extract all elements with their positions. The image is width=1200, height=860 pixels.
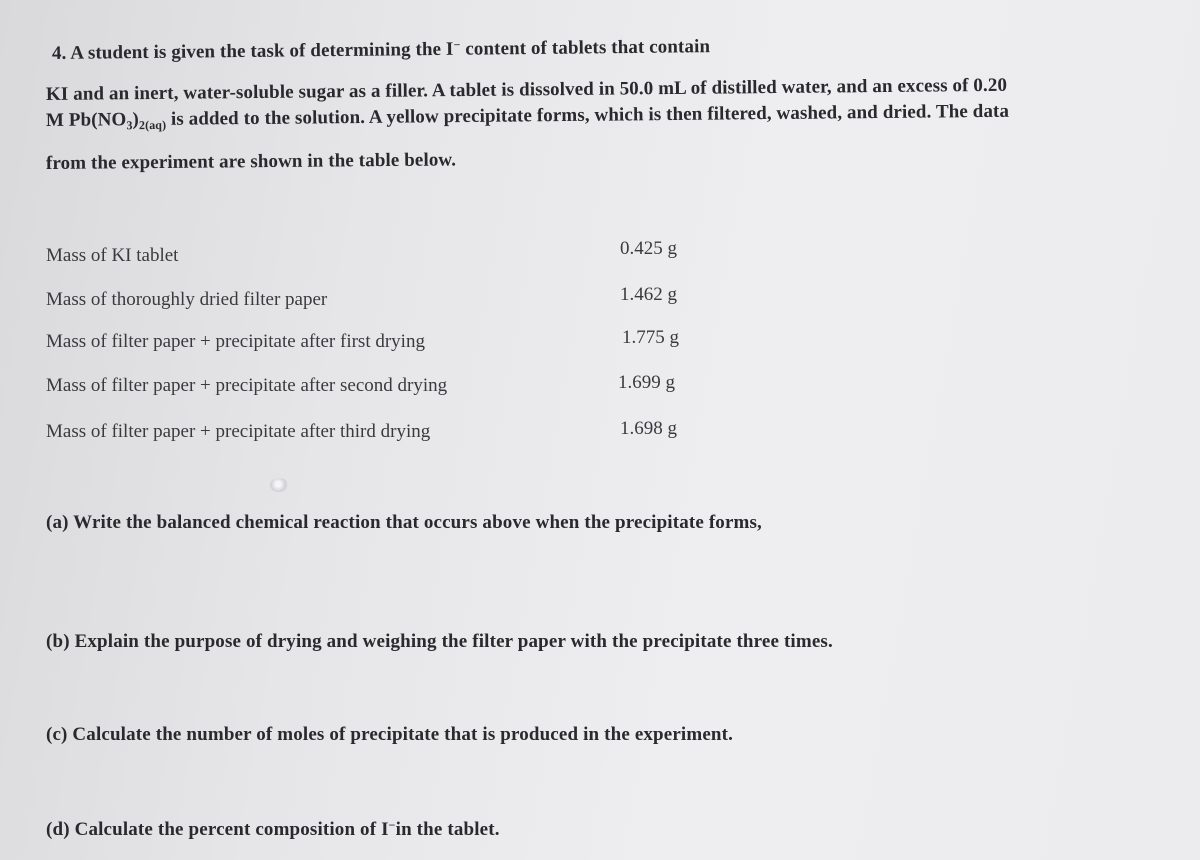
table-row-label: Mass of filter paper + precipitate after third drying xyxy=(46,421,431,442)
question-number: 4. xyxy=(51,42,67,64)
table-row-label: Mass of filter paper + precipitate after second drying xyxy=(46,375,448,396)
table-row-value: 1.775 g xyxy=(622,327,679,348)
part-b-prompt: (b) Explain the purpose of drying and weighing the filter paper with the precipitate three times. xyxy=(46,631,833,652)
question-intro-line-4: from the experiment are shown in the table below. xyxy=(45,149,457,174)
table-row-label: Mass of thoroughly dried filter paper xyxy=(46,289,328,310)
table-row-value: 1.698 g xyxy=(620,418,677,439)
intro-line-1-text: A student is given the task of determining the I− content of tablets that contain xyxy=(70,36,711,64)
table-row-value: 1.462 g xyxy=(620,284,677,305)
table-row-value: 1.699 g xyxy=(618,372,675,393)
pen-mark xyxy=(270,478,288,492)
part-d-prompt: (d) Calculate the percent composition of I−in the tablet. xyxy=(46,818,500,840)
question-intro-line-3: M $Pb(NO_3)_{2(aq)}$ is added to the solution. A yellow precipitate forms, which is then filtered, washed, and dried. The data xyxy=(45,100,1010,133)
part-c-prompt: (c) Calculate the number of moles of precipitate that is produced in the experiment. xyxy=(46,724,734,745)
table-row-value: 0.425 g xyxy=(620,238,677,259)
question-intro-line-2: KI and an inert, water-soluble sugar as a filler. A tablet is dissolved in 50.0 mL of distilled water, and an excess of 0.20 xyxy=(45,74,1008,105)
table-row-label: Mass of filter paper + precipitate after first drying xyxy=(46,331,425,352)
table-row-label: Mass of KI tablet xyxy=(46,245,179,266)
question-intro-line-1 xyxy=(52,35,710,65)
part-a-prompt: (a) Write the balanced chemical reaction that occurs above when the precipitate forms, xyxy=(46,512,762,533)
